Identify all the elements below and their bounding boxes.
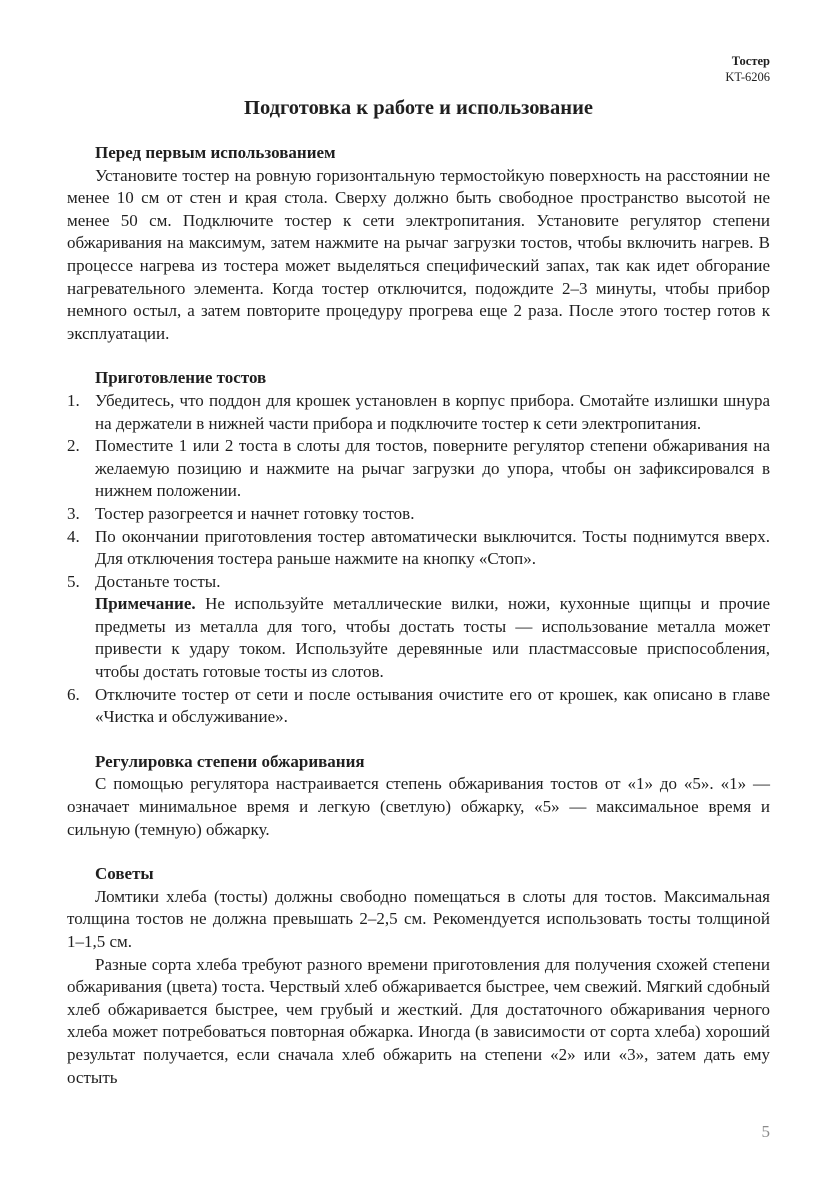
section-browning (67, 751, 770, 841)
list-item-text: Поместите 1 или 2 тоста в слоты для тостов, поверните регулятор степени обжаривания на желаемую позицию и нажмите на рычаг загрузки до упора, чтобы он зафиксировался в нижнем положении. (95, 436, 770, 501)
paragraph-tips-2: Разные сорта хлеба требуют разного времени приготовления для получения схожей степени обжаривания (цвета) тоста. Черствый хлеб обжаривается быстрее, чем свежий. Мягкий сдобный хлеб обжаривается быстрее, чем грубый и жесткий. Для достаточного обжаривания черного хлеба может потребоваться повторная обжарка. Иногда (в зависимости от сорта хлеба) хороший результат получается, если сначала хлеб обжарить на степени «2» или «3», затем дать ему остыть (67, 954, 770, 1087)
list-item-number: 2. (67, 436, 80, 456)
list-item (67, 526, 770, 571)
list-item-number: 6. (67, 684, 80, 704)
list-item-number: 4. (67, 526, 80, 546)
paragraph-first-use: Установите тостер на ровную горизонтальную термостойкую поверхность на расстоянии не менее 10 см от стен и края стола. Сверху должно быть свободное пространство высотой не менее 50 см. Подключите тостер к сети электропитания. Установите регулятор степени обжаривания на максимум, затем нажмите на рычаг загрузки тостов, чтобы включить нагрев. В процессе нагрева из тостера может выделяться специфический запах, так как идет обгорание нагревательного элемента. Когда тостер отключится, подождите 2–3 минуты, чтобы прибор немного остыл, а затем повторите процедуру прогрева еще 2 раза. После этого тостер готов к эксплуатации. (67, 165, 770, 343)
list-item (67, 435, 770, 503)
paragraph-browning: С помощью регулятора настраивается степень обжаривания тостов от «1» до «5». «1» — означает минимальное время и легкую (светлую) обжарку, «5» — максимальное время и сильную (темную) обжарку. (67, 774, 770, 839)
list-item (67, 503, 770, 526)
model-number: KT-6206 (725, 70, 770, 84)
section-heading-toasting: Приготовление тостов (95, 368, 267, 388)
list-item-text: По окончании приготовления тостер автоматически выключится. Тосты поднимутся вверх. Для отключения тостера раньше нажмите на кнопку «Стоп». (95, 526, 770, 569)
note-label: Примечание. (95, 594, 196, 614)
list-item-number: 5. (67, 571, 80, 591)
list-item-text: Отключите тостер от сети и после остывания очистите его от крошек, как описано в главе «Чистка и обслуживание». (95, 684, 770, 727)
document-content (67, 95, 770, 1111)
section-toasting (67, 367, 770, 729)
list-item-number: 1. (67, 390, 80, 410)
page-header (725, 53, 770, 85)
note-text: Не используйте металлические вилки, ножи, кухонные щипцы и прочие предметы из металла для того, чтобы достать тосты — использование металла может привести к удару током. Используйте деревянные или пластмассовые приспособления, чтобы достать готовые тосты из слотов. (95, 594, 770, 682)
product-name: Тостер (731, 54, 770, 68)
note (95, 593, 770, 683)
list-item-text: Тостер разогреется и начнет готовку тостов. (95, 503, 415, 523)
list-item (67, 684, 770, 729)
list-item-text: Убедитесь, что поддон для крошек установлен в корпус прибора. Смотайте излишки шнура на держатели в нижней части прибора и подключите тостер к сети электропитания. (95, 390, 770, 433)
section-first-use (67, 142, 770, 345)
section-heading-tips: Советы (95, 864, 154, 884)
section-heading-browning: Регулировка степени обжаривания (95, 751, 365, 771)
toasting-steps-list (67, 390, 770, 729)
page-title: Подготовка к работе и использование (244, 97, 593, 119)
list-item-number: 3. (67, 503, 80, 523)
page-number: 5 (761, 1122, 770, 1141)
section-tips (67, 863, 770, 1089)
paragraph-tips-1: Ломтики хлеба (тосты) должны свободно помещаться в слоты для тостов. Максимальная толщина тостов не должна превышать 2–2,5 см. Рекомендуется использовать тосты толщиной 1–1,5 см. (67, 886, 770, 951)
list-item (67, 571, 770, 684)
section-heading-first-use: Перед первым использованием (95, 143, 336, 162)
list-item (67, 390, 770, 435)
list-item-text: Достаньте тосты. (95, 571, 221, 591)
